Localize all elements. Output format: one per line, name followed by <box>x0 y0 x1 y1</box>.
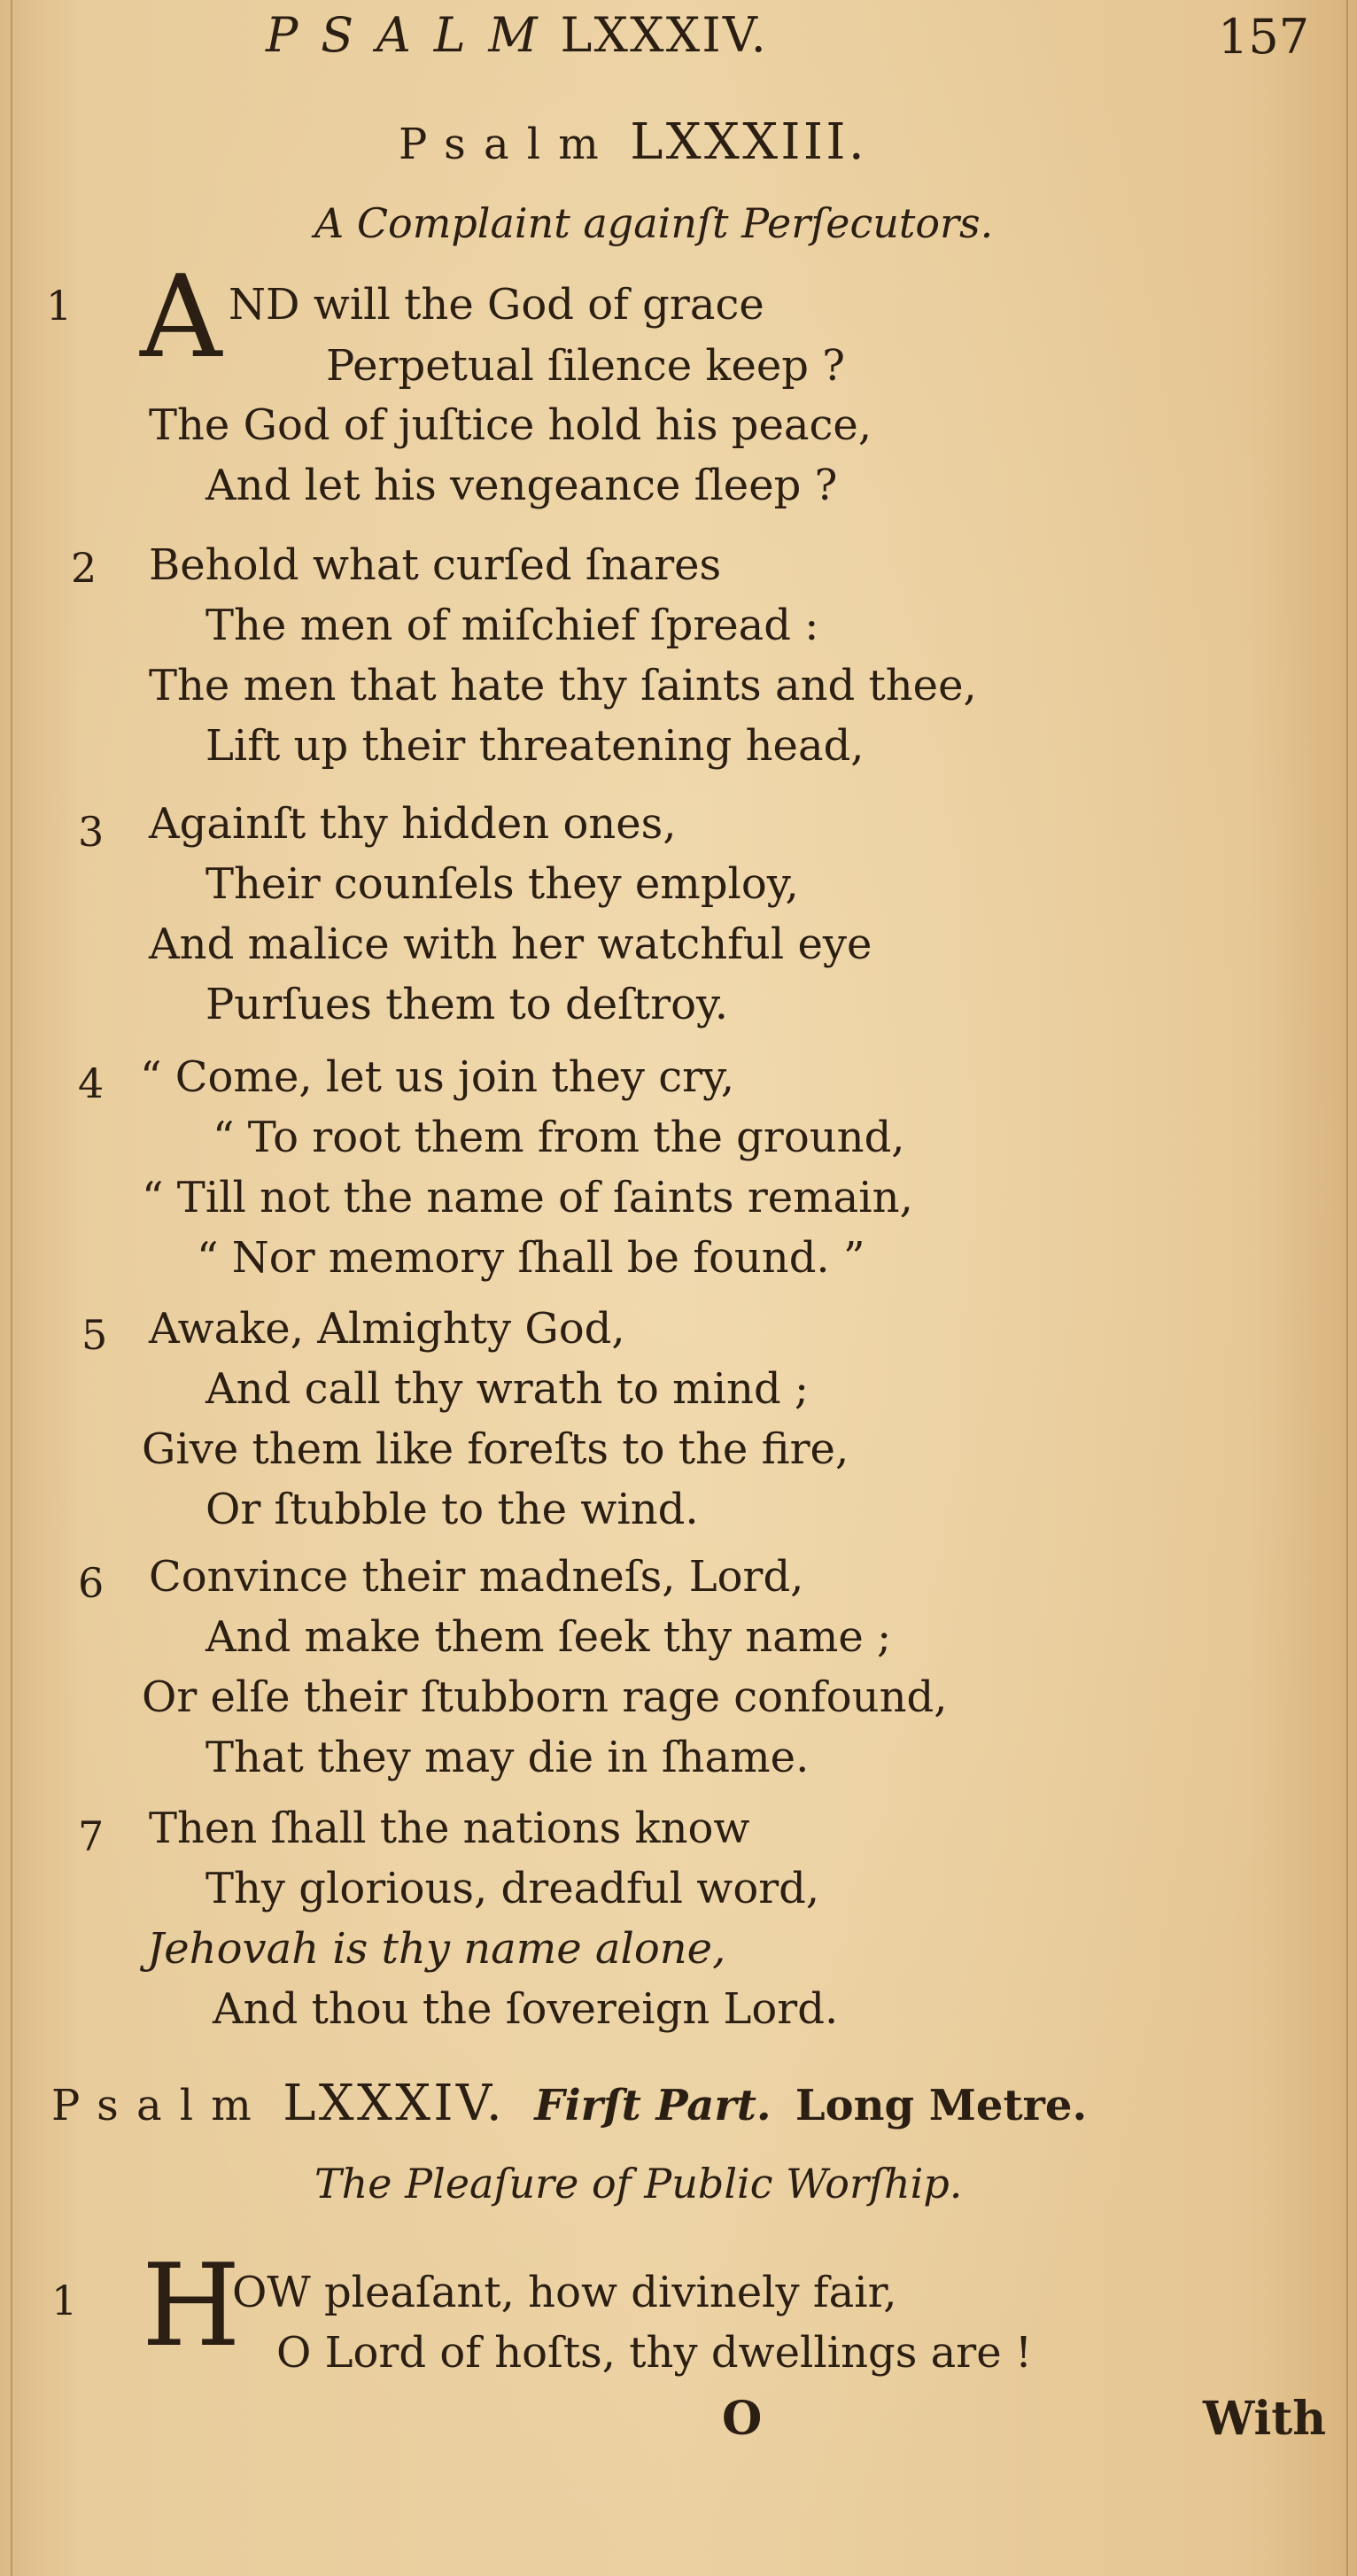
verse-line: Jehovah is thy name alone, <box>147 1924 726 1974</box>
verse-line: Their counſels they employ, <box>205 859 799 909</box>
verse-number: 4 <box>78 1059 105 1107</box>
drop-cap: A <box>140 252 222 384</box>
verse-line: And thou the ſovereign Lord. <box>213 1984 839 2034</box>
verse-line: And call thy wrath to mind ; <box>205 1364 810 1414</box>
psalm-84-heading <box>51 2075 1087 2132</box>
verse-line: ND will the God of grace <box>229 280 764 330</box>
verse-line: “ Till not the name of ſaints remain, <box>142 1173 913 1222</box>
verse-line: Purſues them to deſtroy. <box>205 980 728 1029</box>
verse-line: Thy glorious, dreadful word, <box>205 1864 820 1913</box>
verse-line: The men of miſchief ſpread : <box>205 601 819 650</box>
verse-line: Perpetual ſilence keep ? <box>326 341 846 391</box>
verse-number: 2 <box>71 544 97 592</box>
running-head <box>266 7 768 63</box>
signature-mark: O <box>722 2392 763 2446</box>
psalm-number: LXXXIII. <box>630 113 868 171</box>
psalm-number: LXXXIV. <box>283 2075 506 2132</box>
psalm-label: Psalm <box>51 2081 269 2130</box>
page-edge-left <box>11 0 12 2576</box>
verse-line: Awake, Almighty God, <box>149 1304 625 1354</box>
page-number: 157 <box>1218 9 1310 65</box>
catchword: With <box>1203 2392 1327 2446</box>
verse-line: “ Nor memory ſhall be found. ” <box>197 1233 865 1283</box>
psalm-part: Firſt Part. <box>534 2081 772 2130</box>
verse-number: 1 <box>51 2277 78 2324</box>
running-head-right: LXXXIV. <box>560 7 768 63</box>
running-head-left: P S A L M <box>266 7 542 63</box>
verse-line: That they may die in ſhame. <box>205 1733 810 1782</box>
verse-line: OW pleaſant, how divinely fair, <box>232 2268 897 2317</box>
verse-line: And make them ſeek thy name ; <box>205 1612 892 1662</box>
verse-line: And malice with her watchful eye <box>149 919 872 969</box>
verse-number: 5 <box>81 1311 108 1359</box>
verse-line: Behold what curſed ſnares <box>149 540 722 590</box>
verse-line: “ Come, let us join they cry, <box>140 1052 735 1102</box>
drop-cap: H <box>142 2240 241 2372</box>
verse-number: 3 <box>78 808 105 856</box>
psalm-label: Psalm <box>399 120 616 169</box>
psalm-metre: Long Metre. <box>795 2081 1088 2130</box>
verse-line: Againſt thy hidden ones, <box>149 799 677 849</box>
verse-number: 1 <box>46 282 73 330</box>
verse-line: “ To root them from the ground, <box>213 1113 905 1162</box>
verse-line: Then ſhall the nations know <box>149 1804 750 1853</box>
psalm-83-heading <box>399 113 867 171</box>
verse-number: 7 <box>78 1812 105 1860</box>
verse-line: O Lord of hoſts, thy dwellings are ! <box>276 2328 1033 2378</box>
verse-line: And let his vengeance ſleep ? <box>205 461 838 510</box>
verse-line: Or elſe their ſtubborn rage confound, <box>142 1672 948 1722</box>
psalm-83-subtitle: A Complaint againſt Perſecutors. <box>314 199 994 247</box>
verse-line: The men that hate thy ſaints and thee, <box>149 661 977 710</box>
verse-line: The God of juſtice hold his peace, <box>149 400 872 450</box>
psalm-84-subtitle: The Pleaſure of Public Worſhip. <box>314 2160 963 2207</box>
page-edge-right <box>1346 0 1348 2576</box>
verse-line: Give them like foreſts to the fire, <box>142 1424 849 1474</box>
verse-number: 6 <box>78 1559 105 1607</box>
verse-line: Lift up their threatening head, <box>205 721 865 771</box>
verse-line: Or ſtubble to the wind. <box>205 1485 699 1534</box>
verse-line: Convince their madneſs, Lord, <box>149 1552 804 1602</box>
